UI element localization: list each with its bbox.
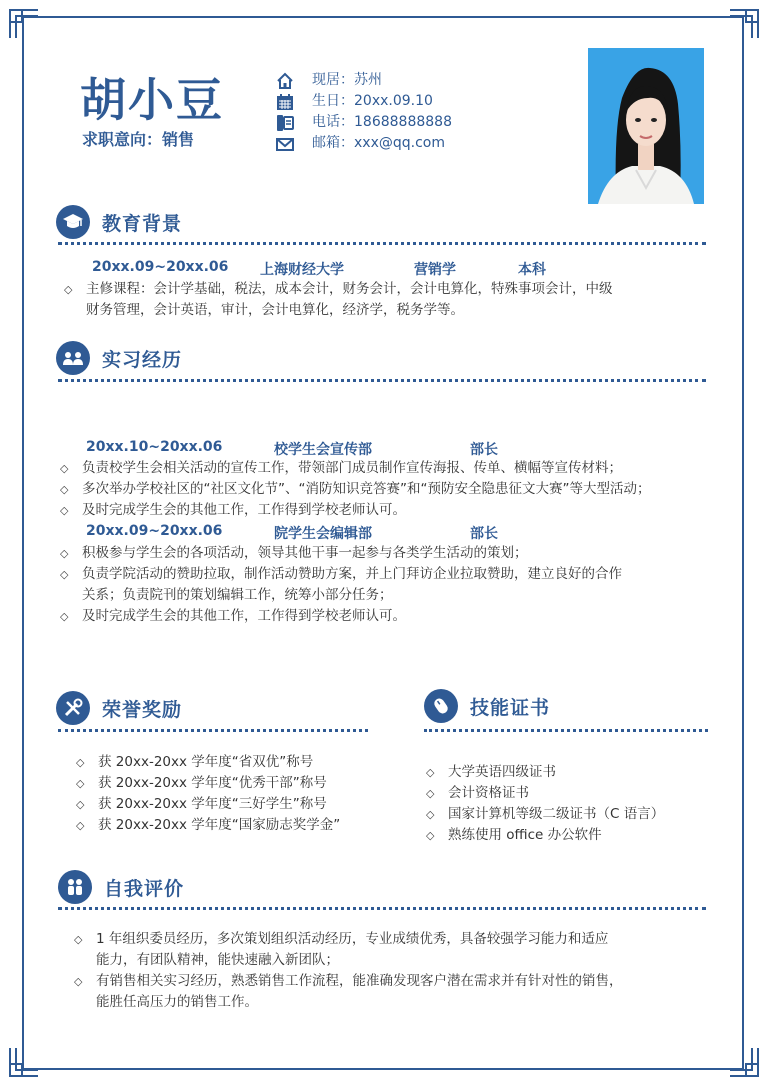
education-divider [58, 242, 706, 245]
list-item: ◇ 及时完成学生会的其他工作，工作得到学校老师认可。 [58, 500, 650, 521]
contact-icons [276, 70, 296, 154]
skills-divider [424, 729, 708, 732]
info-birthday: 生日：20xx.09.10 [312, 93, 433, 109]
list-item: ◇ 获 20xx-20xx 学年度“三好学生”称号 [74, 794, 340, 815]
list-item: ◇ 国家计算机等级二级证书（C 语言） [424, 804, 664, 825]
list-item: ◇ 有销售相关实习经历，熟悉销售工作流程，能准确发现客户潜在需求并有针对性的销售， 能胜任高压力的销售工作。 [72, 971, 623, 1013]
honors-title: 荣誉奖励 [102, 698, 183, 721]
corner-ornament-top-left [8, 8, 40, 40]
phone-icon [276, 112, 296, 133]
list-item: ◇ 熟练使用 office 办公软件 [424, 825, 664, 846]
education-major: 营销学 [414, 262, 456, 278]
internship-divider [58, 379, 706, 382]
corner-ornament-bottom-left [8, 1046, 40, 1078]
self-eval-title: 自我评价 [104, 877, 185, 900]
info-email: 邮箱：xxx@qq.com [312, 135, 445, 151]
profile-photo [588, 48, 704, 204]
list-item: ◇ 及时完成学生会的其他工作，工作得到学校老师认可。 [58, 606, 622, 627]
list-item: ◇ 获 20xx-20xx 学年度“省双优”称号 [74, 752, 340, 773]
tools-icon [56, 691, 90, 725]
mouse-icon [424, 689, 458, 723]
education-degree: 本科 [518, 262, 546, 278]
internship-section-header [56, 341, 182, 375]
self-eval-section-header [58, 870, 184, 904]
education-period: 20xx.09~20xx.06 [92, 259, 229, 275]
education-section-header [56, 205, 182, 239]
honors-list [74, 752, 340, 836]
list-item: ◇ 主修课程：会计学基础，税法，成本会计，财务会计，会计电算化，特殊事项会计，中级 财务管理，会计英语，审计，会计电算化，经济学，税务学等。 [62, 279, 613, 321]
skills-title: 技能证书 [470, 696, 551, 719]
info-residence: 现居：苏州 [312, 72, 382, 88]
job2-duties [58, 543, 622, 627]
list-item: ◇ 会计资格证书 [424, 783, 664, 804]
list-item: ◇ 积极参与学生会的各项活动，领导其他干事一起参与各类学生活动的策划； [58, 543, 622, 564]
internship-title: 实习经历 [102, 348, 183, 371]
list-item: ◇ 多次举办学校社区的“社区文化节”、“消防知识竞答赛”和“预防安全隐患征文大赛”等大型活动； [58, 479, 650, 500]
info-phone: 电话：18688888888 [312, 114, 452, 130]
contact-info [312, 70, 452, 154]
list-item: ◇ 获 20xx-20xx 学年度“优秀干部”称号 [74, 773, 340, 794]
education-school: 上海财经大学 [260, 262, 344, 278]
team-icon [56, 341, 90, 375]
corner-ornament-top-right [728, 8, 760, 40]
job1-period: 20xx.10~20xx.06 [86, 439, 223, 455]
graduation-cap-icon [56, 205, 90, 239]
list-item: ◇ 负责学院活动的赞助拉取，制作活动赞助方案，并上门拜访企业拉取赞助，建立良好的合作 关系；负责院刊的策划编辑工作，统筹小部分任务； [58, 564, 622, 606]
job2-org: 院学生会编辑部 [274, 526, 372, 542]
honors-section-header [56, 691, 182, 725]
job1-org: 校学生会宣传部 [274, 442, 372, 458]
job1-duties [58, 458, 650, 521]
self-eval-divider [58, 907, 706, 910]
education-courses [62, 279, 613, 321]
home-icon [276, 70, 296, 91]
list-item: ◇ 获 20xx-20xx 学年度“国家励志奖学金” [74, 815, 340, 836]
corner-ornament-bottom-right [728, 1046, 760, 1078]
calendar-icon [276, 91, 296, 112]
honors-divider [58, 729, 368, 732]
skills-list [424, 762, 664, 846]
mail-icon [276, 133, 296, 154]
list-item: ◇ 1 年组织委员经历，多次策划组织活动经历，专业成绩优秀，具备较强学习能力和适应 能力，有团队精神，能快速融入新团队； [72, 929, 623, 971]
job2-period: 20xx.09~20xx.06 [86, 523, 223, 539]
list-item: ◇ 负责校学生会相关活动的宣传工作，带领部门成员制作宣传海报、传单、横幅等宣传材料； [58, 458, 650, 479]
self-eval-list [72, 929, 623, 1013]
job2-role: 部长 [470, 526, 498, 542]
job-intent: 求职意向：销售 [82, 130, 195, 149]
job1-role: 部长 [470, 442, 498, 458]
skills-section-header [424, 689, 550, 723]
education-title: 教育背景 [102, 212, 183, 235]
list-item: ◇ 大学英语四级证书 [424, 762, 664, 783]
people-icon [58, 870, 92, 904]
candidate-name: 胡小豆 [80, 73, 224, 127]
